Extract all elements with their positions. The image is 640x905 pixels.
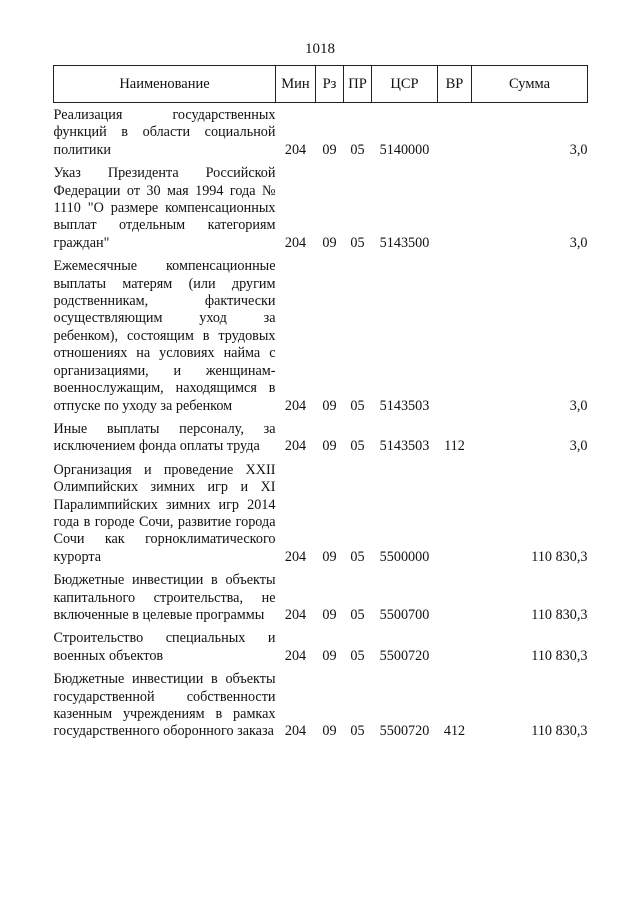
row-rz: 09 <box>322 548 337 565</box>
row-sum: 110 830,3 <box>531 606 588 623</box>
table-row <box>54 667 588 743</box>
row-vr <box>438 254 472 417</box>
header-csr: ЦСР <box>372 66 438 103</box>
row-vr: 112 <box>444 438 465 455</box>
row-name: Бюджетные инвестиции в объекты государственной собственности казенным учреждениям в рамках государственного оборонного заказа <box>53 671 276 740</box>
row-csr: 5143503 <box>379 397 430 414</box>
row-pr: 05 <box>350 438 365 455</box>
row-csr: 5143503 <box>379 438 430 455</box>
row-sum: 110 830,3 <box>531 647 588 664</box>
row-vr: 412 <box>443 723 466 740</box>
row-csr: 5500720 <box>379 647 430 664</box>
page-number: 1018 <box>305 41 335 57</box>
row-name: Бюджетные инвестиции в объекты капитального строительства, не включенные в целевые программы <box>53 572 276 623</box>
row-min: 204 <box>284 438 307 455</box>
table-row <box>54 254 588 417</box>
row-sum: 110 830,3 <box>531 723 588 740</box>
row-min: 204 <box>284 723 307 740</box>
row-name: Указ Президента Российской Федерации от 30 мая 1994 года № 1110 "О размере компенсационных выплат отдельным категориям граждан" <box>53 165 276 251</box>
table-row <box>54 417 588 458</box>
row-csr: 5140000 <box>379 141 430 158</box>
table-row <box>54 458 588 568</box>
row-min: 204 <box>284 606 307 623</box>
row-rz: 09 <box>322 141 337 158</box>
row-min: 204 <box>284 234 307 251</box>
row-vr <box>438 626 472 667</box>
row-vr <box>438 161 472 254</box>
row-csr: 5500000 <box>379 548 430 565</box>
row-rz: 09 <box>322 723 337 740</box>
row-min: 204 <box>284 647 307 664</box>
budget-table <box>53 65 588 743</box>
row-rz: 09 <box>322 397 337 414</box>
header-min: Мин <box>276 66 316 103</box>
row-vr <box>438 458 472 568</box>
header-name: Наименование <box>54 66 276 103</box>
row-pr: 05 <box>350 548 365 565</box>
row-pr: 05 <box>350 234 365 251</box>
row-min: 204 <box>284 548 307 565</box>
header-sum: Сумма <box>472 66 588 103</box>
row-pr: 05 <box>350 606 365 623</box>
row-sum: 3,0 <box>569 234 588 251</box>
row-rz: 09 <box>322 438 337 455</box>
table-row <box>54 161 588 254</box>
row-pr: 05 <box>350 723 365 740</box>
row-min: 204 <box>284 397 307 414</box>
row-csr: 5143500 <box>379 234 430 251</box>
header-row <box>54 66 588 103</box>
row-pr: 05 <box>350 141 365 158</box>
row-name: Ежемесячные компенсационные выплаты матерям (или другим родственникам, фактически осуществляющим уход за ребенком), состоящим в трудовых отношениях на условиях найма с организациями, и женщинам-военнослужащим, находящимся в отпуске по уходу за ребенком <box>53 258 276 414</box>
row-csr: 5500720 <box>379 723 430 740</box>
table-row <box>54 103 588 162</box>
header-pr: ПР <box>344 66 372 103</box>
row-name: Строительство специальных и военных объектов <box>53 630 276 664</box>
row-csr: 5500700 <box>379 606 430 623</box>
row-sum: 3,0 <box>569 438 588 455</box>
row-rz: 09 <box>322 647 337 664</box>
table-row <box>54 568 588 626</box>
row-pr: 05 <box>350 647 365 664</box>
row-vr <box>438 568 472 626</box>
row-name: Иные выплаты персоналу, за исключением фонда оплаты труда <box>53 420 276 455</box>
row-pr: 05 <box>350 397 365 414</box>
header-vr: ВР <box>438 66 472 103</box>
row-vr <box>438 103 472 162</box>
row-name: Организация и проведение XXII Олимпийских зимних игр и XI Паралимпийских зимних игр 2014 года в городе Сочи, развитие города Сочи как горноклиматического курорта <box>53 461 276 565</box>
row-name: Реализация государственных функций в области социальной политики <box>53 107 276 158</box>
table-row <box>54 626 588 667</box>
header-rz: Рз <box>316 66 344 103</box>
row-sum: 110 830,3 <box>531 548 588 565</box>
row-rz: 09 <box>322 234 337 251</box>
row-rz: 09 <box>322 606 337 623</box>
row-sum: 3,0 <box>569 397 588 414</box>
row-sum: 3,0 <box>569 141 588 158</box>
row-min: 204 <box>284 141 307 158</box>
